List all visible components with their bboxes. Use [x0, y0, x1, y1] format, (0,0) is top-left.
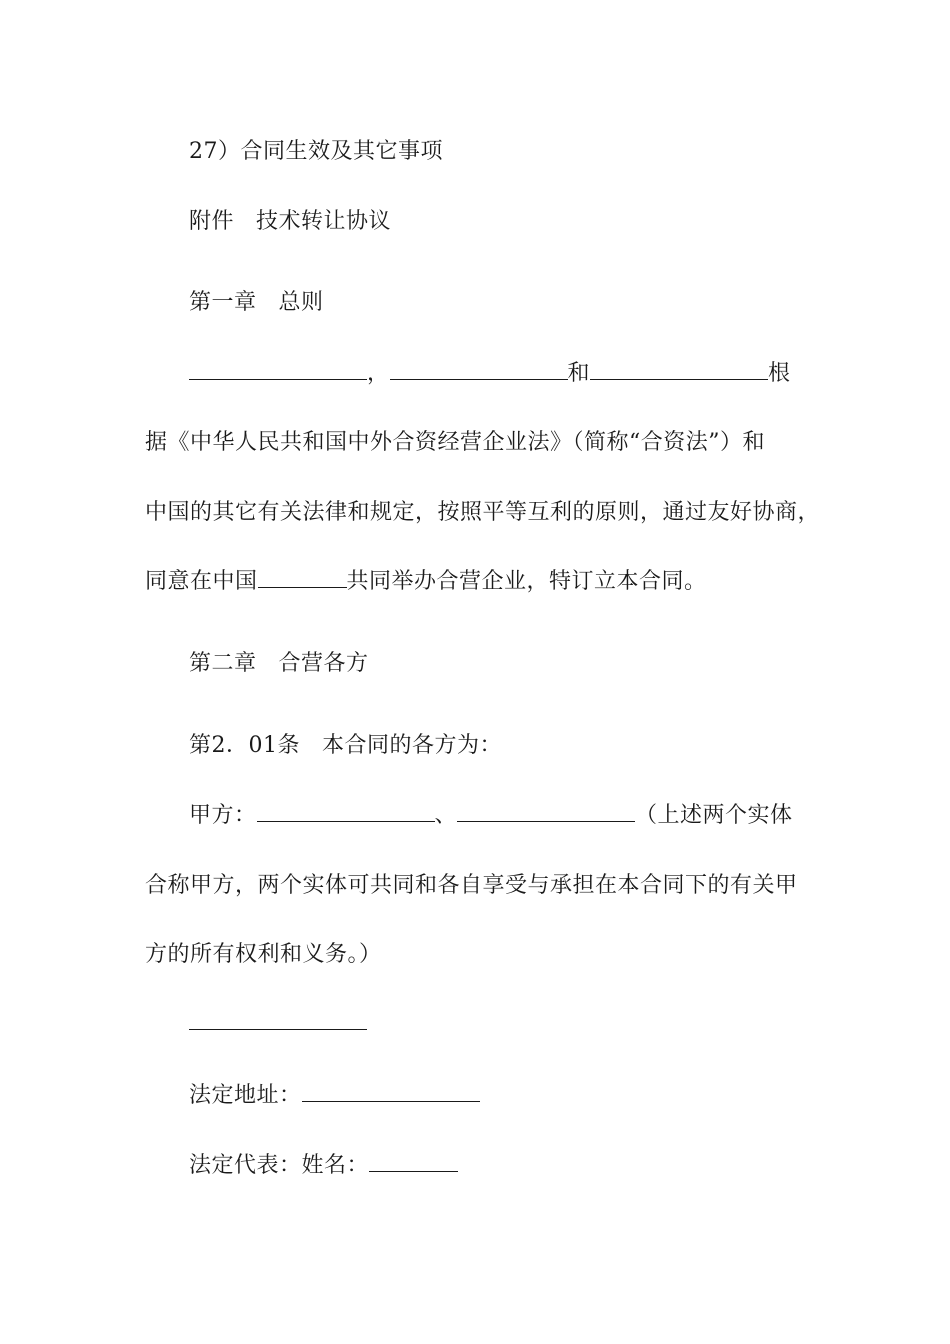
- legal-rep-name-blank: [369, 1151, 458, 1172]
- article-text: 本合同的各方为：: [322, 733, 503, 758]
- party-a-note-line: [145, 871, 798, 901]
- party-a-note-start: （上述两个实体: [635, 803, 793, 828]
- party-a-note-end-line: [145, 940, 382, 970]
- attachment-title: 技术转让协议: [256, 209, 392, 234]
- location-blank: [258, 567, 347, 588]
- comma-separator: ，: [367, 361, 390, 386]
- agreement-text-start: 同意在中国: [145, 569, 258, 594]
- chapter-two-number: 第二章: [189, 651, 257, 676]
- chapter-one-number: 第一章: [189, 290, 257, 315]
- line-end-text: 根: [768, 361, 791, 386]
- party-name-blank-1: [189, 359, 367, 380]
- agreement-line: [145, 567, 707, 597]
- item-27-line: [189, 137, 443, 167]
- item-27-text: 27）合同生效及其它事项: [189, 139, 443, 164]
- entity-name-blank-line: [189, 1009, 367, 1039]
- chapter-one-heading: [189, 288, 324, 318]
- chapter-one-title: 总则: [278, 290, 324, 315]
- law-reference-line: [145, 428, 765, 458]
- party-a-blank-2: [457, 801, 635, 822]
- parties-blank-line: [189, 359, 791, 389]
- chapter-two-title: 合营各方: [278, 651, 369, 676]
- entity-name-blank: [189, 1009, 367, 1030]
- party-a-separator: 、: [434, 803, 458, 828]
- legal-address-blank: [302, 1081, 480, 1102]
- article-2-01-line: [189, 731, 502, 761]
- attachment-label: 附件: [189, 209, 235, 234]
- party-a-note-end-text: 方的所有权利和义务。）: [145, 942, 382, 967]
- and-separator: 和: [567, 361, 591, 386]
- principle-text: 中国的其它有关法律和规定，按照平等互利的原则，通过友好协商，: [145, 500, 821, 525]
- legal-address-label: 法定地址：: [189, 1083, 302, 1108]
- legal-rep-label: 法定代表：姓名：: [189, 1153, 370, 1178]
- party-a-note-text: 合称甲方，两个实体可共同和各自享受与承担在本合同下的有关甲: [145, 873, 798, 898]
- attachment-line: [189, 207, 391, 237]
- agreement-text-end: 共同举办合营企业，特订立本合同。: [346, 569, 707, 594]
- party-name-blank-2: [390, 359, 568, 380]
- principle-line: [145, 498, 820, 528]
- chapter-two-heading: [189, 649, 369, 679]
- party-a-blank-1: [257, 801, 435, 822]
- party-name-blank-3: [590, 359, 768, 380]
- legal-address-line: [189, 1081, 480, 1111]
- legal-rep-line: [189, 1151, 458, 1181]
- party-a-line: [189, 801, 793, 831]
- party-a-label: 甲方：: [189, 803, 257, 828]
- article-number: 第2．01条: [189, 733, 300, 758]
- law-reference-text: 据《中华人民共和国中外合资经营企业法》（简称“合资法”）和: [145, 430, 765, 455]
